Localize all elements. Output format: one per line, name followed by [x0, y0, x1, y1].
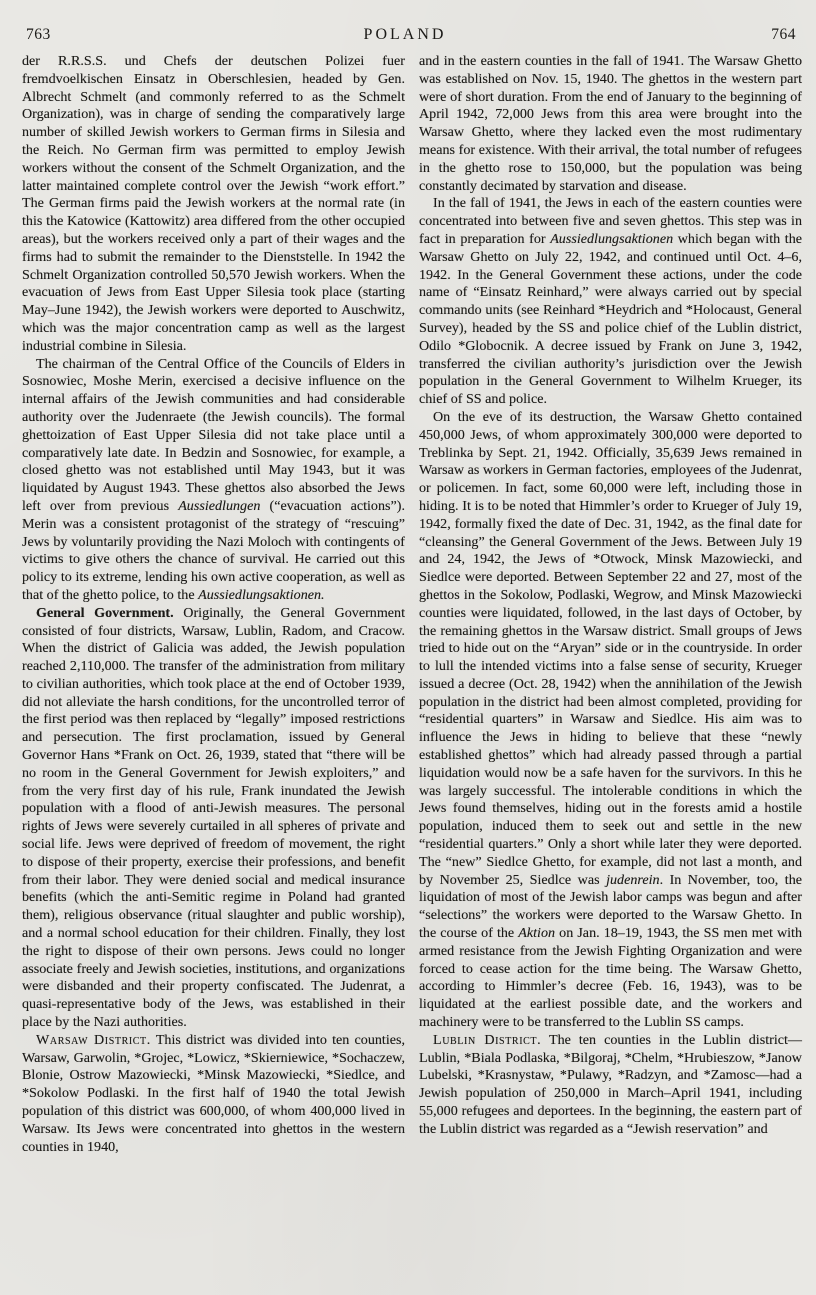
text-segment-normal: Originally, the General Government consisted of four districts, Warsaw, Lublin, Radom, and Cracow. When the district of Galicia was added, the Jewish population reached 2,110,000. The transfer of the administration from military to civilian authorities, which took place at the end of October 1939, did not alleviate the harsh conditions, for the uncontrolled terror of the first period was then replaced by “legally” imposed restrictions and persecution. The first proclamation, issued by General Governor Hans *Frank on Oct. 26, 1939, stated that “there will be no room in the General Government for Jewish exploiters,” and from the very first day of his rule, Frank inundated the Jewish population with a flood of anti-Jewish measures. The personal rights of Jews were severely curtailed in all spheres of private and social life. Jews were deprived of freedom of movement, the right to dispose of their property, exercise their professions, and benefit from their labor. They were denied social and medical insurance benefits (which the anti-Semitic regime in Poland had granted them), religious observance (ritual slaughter and public worship), and a normal school education for their children. Finally, they lost the right to dispose of their own persons. Jews could no longer associate freely and Jewish societies, institutions, and organizations were disbanded and their property confiscated. The Judenrat, a quasi-representative body of the Jews, was established in their place by the Nazi authorities. — [22, 604, 406, 1031]
page-header — [0, 0, 816, 44]
text-segment-normal: This district was divided into ten counties, Warsaw, Garwolin, *Grojec, *Lowicz, *Skierniewice, *Sochaczew, Blonie, Ostrow Mazowiecki, *Minsk Mazowiecki, *Siedlce, and *Sokolow Podlaski. In the first half of 1940 the total Jewish population of this district was 600,000, of whom 400,000 lived in Warsaw. Its Jews were concentrated into ghettos in the western counties in 1940, — [22, 1031, 406, 1155]
text-segment-smallcaps: Lublin District. — [433, 1031, 542, 1048]
text-segment-italic: judenrein — [606, 871, 660, 888]
text-segment-normal: The ten counties in the Lublin district—Lublin, *Biala Podlaska, *Bilgoraj, *Chelm, *Hrubieszow, *Janow Lubelski, *Krasnystaw, *Pulawy, *Radzyn, and *Zamosc—had a Jewish population of 250,000 in March–April 1941, including 55,000 refugees and deportees. In the beginning, the eastern part of the Lublin district was regarded as a “Jewish reservation” and — [419, 1031, 802, 1137]
right-column — [419, 53, 802, 1156]
paragraph — [22, 356, 405, 605]
paragraph — [22, 53, 405, 356]
left-page-number: 763 — [26, 26, 51, 43]
text-segment-normal: The chairman of the Central Office of the Councils of Elders in Sosnowiec, Moshe Merin, exercised a decisive influence on the internal affairs of the Jewish communities and had considerable authority over the Judenraete (the Jewish councils). The formal ghettoization of East Upper Silesia did not take place until a comparatively late date. In Bedzin and Sosnowiec, for example, a closed ghetto was not established until May 1943, but it was liquidated by August 1943. These ghettos also absorbed the Jews left over from previous — [22, 355, 405, 514]
text-segment-normal: In the fall of 1941, the Jews in each of the eastern counties were concentrated into between five and seven ghettos. This step was in fact in preparation for — [419, 195, 802, 247]
paragraph — [22, 605, 405, 1032]
left-column — [22, 53, 405, 1156]
text-segment-italic: Aussiedlungsaktionen. — [198, 586, 325, 603]
text-segment-bold: General Government. — [36, 604, 174, 621]
paragraph — [419, 195, 802, 409]
text-segment-normal: on Jan. 18–19, 1943, the SS men met with armed resistance from the Jewish Fighting Organization and were forced to cease action for the time being. The Warsaw Ghetto, according to Himmler’s decree (Feb. 16, 1943), was to be liquidated at the earliest possible date, and the workers and machinery were to be transferred to the Lublin SS camps. — [419, 925, 802, 1031]
paragraph — [419, 53, 802, 195]
text-segment-normal: . In November, too, the liquidation of most of the Jewish labor camps was begun and after “selections” the workers were deported to the Warsaw Ghetto. In the course of the — [419, 871, 802, 942]
text-segment-italic: Aktion — [518, 925, 556, 942]
text-segment-normal: der R.R.S.S. und Chefs der deutschen Polizei fuer fremdvoelkischen Einsatz in Oberschlesien, headed by Gen. Albrecht Schmelt (and commonly referred to as the Schmelt Organization), was in charge of sending the comparatively large number of skilled Jewish workers to German firms in Silesia and the Reich. No German firm was permitted to employ Jewish workers without the consent of the Schmelt Organization, and the latter maintained complete control over the Jewish “work effort.” The German firms paid the Jewish workers at the normal rate (in this the Katowice (Kattowitz) area differed from the other occupied areas), but the workers received only a part of their wages and the firms had to submit the remainder to the Dienststelle. In 1942 the Schmelt Organization controlled 50,570 Jewish workers. When the evacuation of Jews from East Upper Silesia took place (starting May–June 1942), the Jewish workers were deported to Auschwitz, which was the major concentration camp as well as the largest industrial combine in Silesia. — [22, 53, 405, 354]
paragraph — [419, 1032, 802, 1139]
text-columns — [0, 44, 816, 1156]
running-title: POLAND — [363, 26, 447, 43]
paragraph — [22, 1032, 405, 1157]
text-segment-normal: On the eve of its destruction, the Warsaw Ghetto contained 450,000 Jews, of whom approximately 300,000 were deported to Treblinka by Sept. 21, 1942. Officially, 35,639 Jews remained in Warsaw as workers in German factories, employees of the Judenrat, or policemen. In fact, some 60,000 were left, including those in hiding. It is to be noted that Himmler’s order to Krueger of July 19, 1942, formally fixed the date of Dec. 31, 1942, as the final date for “cleansing” the General Government of the Jews. Between July 19 and 24, 1942, the Jews of *Otwock, Minsk Mazowiecki, and Siedlce were deported. Between September 22 and 27, most of the ghettos in the Sokolow, Podlaski, Wegrow, and Minsk Mazowiecki counties were liquidated, followed, in the last days of October, by the remaining ghettos in the Warsaw district. Small groups of Jews tried to hide out on the “Aryan” side or in the countryside. In order to lull the intended victims into a false sense of security, Krueger issued a decree (Oct. 28, 1942) when the annihilation of the Jewish population in the district had been almost completed, providing for “residential quarters” in Warsaw and Siedlce. His aim was to influence the Jews in hiding to believe that these “newly established ghettos” which had already passed through a partial liquidation would now be a safe haven for the survivors. In this he was largely successful. The intolerable conditions in which the Jews found themselves, hiding out in the forests amid a hostile population, induced them to seek out and settle in the new “residential quarters.” Only a short while later they were deported. The “new” Siedlce Ghetto, for example, did not last a month, and by November 25, Siedlce was — [419, 408, 802, 888]
text-segment-normal: and in the eastern counties in the fall of 1941. The Warsaw Ghetto was established on Nov. 15, 1940. The ghettos in the western part were of short duration. From the end of January to the beginning of April 1942, 72,000 Jews from this area were brought into the Warsaw Ghetto, where they lacked even the most rudimentary means for existence. With their arrival, the total number of refugees in the ghetto rose to 150,000, but the population was being constantly decimated by starvation and disease. — [419, 53, 802, 194]
text-segment-italic: Aussiedlungen — [178, 497, 261, 514]
text-segment-normal: (“evacuation actions”). Merin was a consistent protagonist of the strategy of “rescuing” Jews by voluntarily providing the Nazi Moloch with contingents of victims to give others the chance of survival. He carried out this policy to its extreme, lending his own active cooperation, as well as that of the ghetto police, to the — [22, 497, 405, 603]
paragraph — [419, 409, 802, 1032]
right-page-number: 764 — [771, 26, 796, 43]
text-segment-normal: which began with the Warsaw Ghetto on July 22, 1942, and continued until Oct. 4–6, 1942. In the General Government these actions, under the code name of “Einsatz Reinhard,” were always carried out by special commando units (see Reinhard *Heydrich and *Holocaust, General Survey), headed by the SS and police chief of the Lublin district, Odilo *Globocnik. A decree issued by Frank on June 3, 1942, transferred the civilian authority’s jurisdiction over the Jewish population in the General Government to Wilhelm Krueger, its chief of SS and police. — [419, 230, 802, 408]
text-segment-smallcaps: Warsaw District. — [36, 1031, 151, 1048]
text-segment-italic: Aussiedlungsaktionen — [550, 230, 674, 247]
